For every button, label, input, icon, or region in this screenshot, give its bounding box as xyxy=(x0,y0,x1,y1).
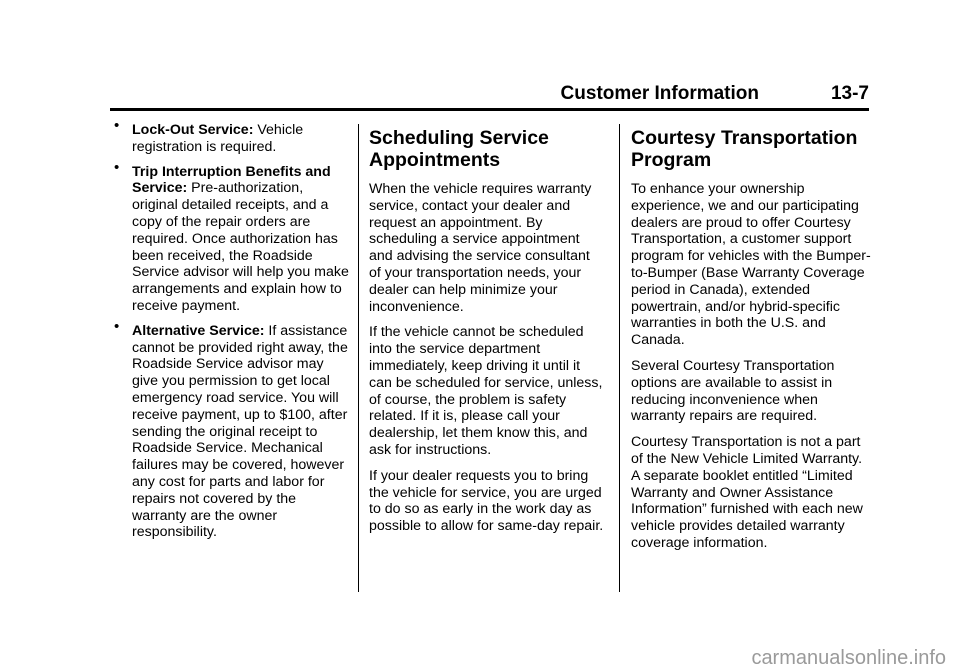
heading-courtesy-transportation: Courtesy Transportation Program xyxy=(631,127,858,171)
list-item-alternative-service xyxy=(114,317,350,541)
list-item-term: Trip Interruption Benefits and Service: xyxy=(132,163,331,197)
list-item-text: Pre-authorization, original detailed receipts, and a copy of the repair orders are required. Once authorization has been received, the Roadside Service advisor will help you make arrangements and explain how to receive payment. xyxy=(132,180,349,314)
page-header xyxy=(110,78,869,111)
bullet-icon: • xyxy=(114,117,120,134)
section-title: Customer Information xyxy=(560,83,759,104)
column-3 xyxy=(631,122,871,561)
list-item-term: Alternative Service: xyxy=(132,322,265,339)
paragraph: Several Courtesy Transportation options are available to assist in reducing inconvenience when warranty repairs are required. xyxy=(631,357,835,425)
heading-scheduling-service: Scheduling Service Appointments xyxy=(369,127,549,171)
list-item-lock-out-service xyxy=(114,117,350,156)
list-item-trip-interruption xyxy=(114,158,350,315)
paragraph: If the vehicle cannot be scheduled into the service department immediately, keep driving it until it can be scheduled for service, unless, of course, the problem is safety related. If it is, please call your dealership, let them know this, and ask for instructions. xyxy=(369,324,603,458)
column-1 xyxy=(114,117,350,549)
paragraph: Courtesy Transportation is not a part of the New Vehicle Limited Warranty. A separate booklet entitled “Limited Warranty and Owner Assistance Information” furnished with each new vehicle provides detailed warranty coverage information. xyxy=(631,434,863,551)
list-item-text: If assistance cannot be provided right away, the Roadside Service advisor may give you permission to get local emergency road service. You will receive payment, up to $100, after sending the original receipt to Roadside Service. Mechanical failures may be covered, however any cost for parts and labor for repairs not covered by the warranty are the owner responsibility. xyxy=(132,322,348,541)
list-item-term: Lock-Out Service: xyxy=(132,122,254,138)
paragraph: To enhance your ownership experience, we and our participating dealers are proud to offer Courtesy Transportation, a customer support program for vehicles with the Bumper-to-Bumper (Base Warranty Coverage period in Canada), extended powertrain, and/or hybrid-specific warranties in both the U.S. and Canada. xyxy=(631,181,871,349)
bullet-icon: • xyxy=(114,317,120,335)
watermark-text: carmanualsonline.info xyxy=(751,647,946,669)
paragraph: If your dealer requests you to bring the vehicle for service, you are urged to do so as early in the work day as possible to allow for same-day repair. xyxy=(369,467,604,535)
column-divider-1 xyxy=(358,124,359,592)
column-2 xyxy=(369,122,605,544)
list-item-text: Vehicle registration is required. xyxy=(132,122,304,155)
paragraph: When the vehicle requires warranty service, contact your dealer and request an appointment. By scheduling a service appointment and advising the service consultant of your transportation needs, your dealer can help minimize your inconvenience. xyxy=(369,181,592,315)
service-bullet-list xyxy=(114,117,350,541)
page-number: 13-7 xyxy=(830,83,869,104)
bullet-icon: • xyxy=(114,158,120,176)
column-divider-2 xyxy=(619,124,620,592)
